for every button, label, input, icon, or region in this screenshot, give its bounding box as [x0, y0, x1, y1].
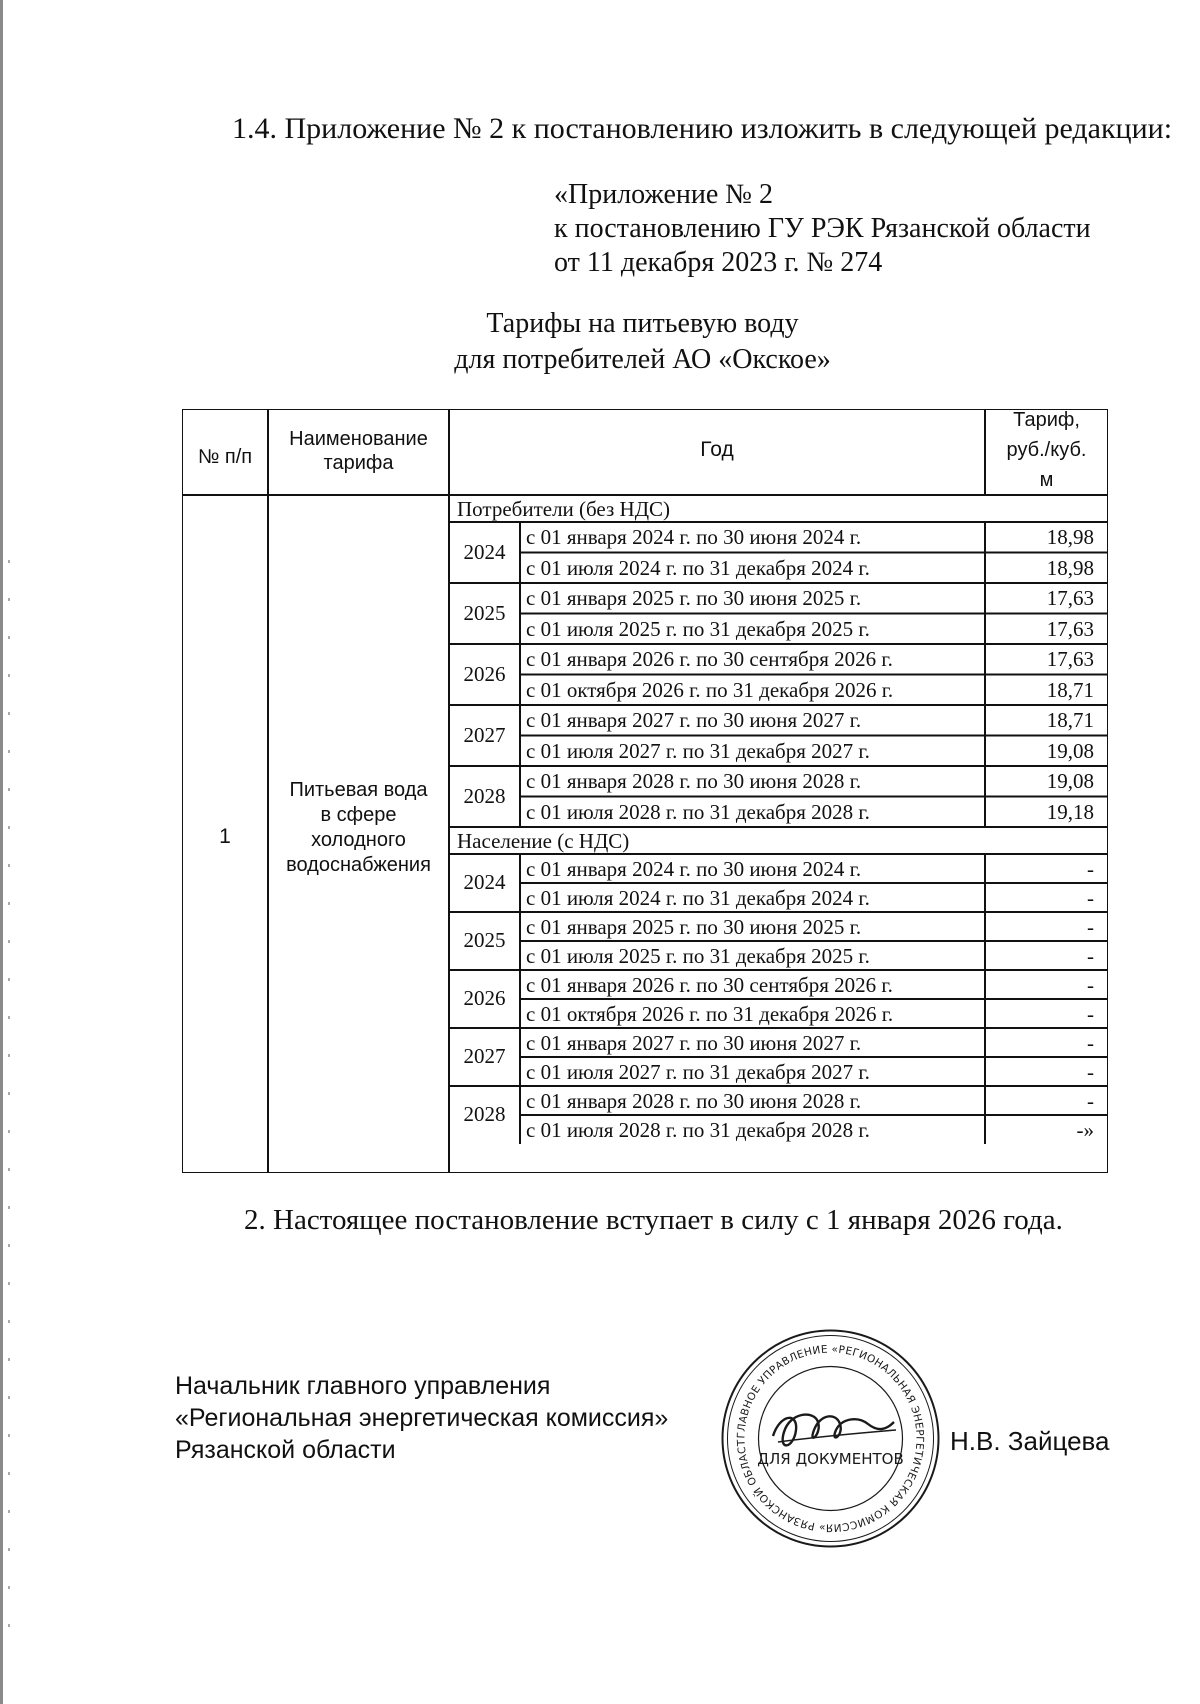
signer-name: Н.В. Зайцева	[950, 1426, 1110, 1456]
period-cell: с 01 января 2028 г. по 30 июня 2028 г.	[526, 1089, 862, 1113]
period-cell: с 01 января 2027 г. по 30 июня 2027 г.	[526, 1031, 862, 1055]
official-stamp	[718, 1326, 943, 1551]
tariff-name	[268, 778, 449, 878]
header-tariff	[985, 405, 1108, 495]
tariff-table	[182, 409, 1108, 1173]
tariff-value: 19,18	[1046, 799, 1094, 824]
header-number: № п/п	[197, 446, 253, 468]
tariff-value: 18,98	[1046, 555, 1094, 580]
year-label: 2026	[463, 986, 506, 1010]
tariff-value: 17,63	[1046, 647, 1094, 671]
signature-position-l3: Рязанской области	[175, 1436, 396, 1464]
period-cell: с 01 января 2026 г. по 30 сентября 2026 г.	[526, 973, 893, 997]
year-label: 2027	[463, 1044, 506, 1068]
stamp-seal-icon	[718, 1326, 943, 1551]
year-label: 2027	[463, 722, 506, 747]
group-title: Население (с НДС)	[457, 829, 630, 853]
tariff-value: 17,63	[1046, 586, 1094, 610]
period-cell: с 01 июля 2024 г. по 31 декабря 2024 г.	[526, 886, 870, 910]
stamp-ring-text: ГЛАВНОЕ УПРАВЛЕНИЕ «РЕГИОНАЛЬНАЯ ЭНЕРГЕТИЧЕСКАЯ КОМИССИЯ» РЯЗАНСКОЙ ОБЛАСТ	[735, 1343, 926, 1534]
appendix-line-3: от 11 декабря 2023 г. № 274	[554, 247, 883, 278]
year-label: 2025	[463, 600, 506, 625]
period-cell: с 01 июля 2027 г. по 31 декабря 2027 г.	[526, 1060, 870, 1084]
period-cell: с 01 июля 2028 г. по 31 декабря 2028 г.	[526, 799, 870, 824]
header-tariff-name-l2: тарифа	[323, 452, 394, 474]
period-cell: с 01 июля 2025 г. по 31 декабря 2025 г.	[526, 616, 870, 641]
signature-position-l2: «Региональная энергетическая комиссия»	[175, 1404, 669, 1432]
header-tariff-name	[268, 427, 449, 475]
tariff-value: -»	[1076, 1118, 1094, 1142]
tariff-value: 18,71	[1046, 677, 1094, 702]
tariff-value: 17,63	[1046, 616, 1094, 641]
appendix-line-1: «Приложение № 2	[554, 179, 773, 210]
table-title-line-1: Тарифы на питьевую воду	[486, 308, 799, 339]
header-tariff-l1: Тариф,	[1013, 409, 1080, 431]
amendment-intro: 1.4. Приложение № 2 к постановлению изложить в следующей редакции:	[232, 112, 1173, 145]
scan-margin-edge	[0, 0, 3, 1704]
table-title	[0, 306, 1200, 378]
tariff-name-l2: в сфере	[320, 804, 397, 826]
signature-position	[175, 1370, 668, 1466]
tariff-value: -	[1087, 1002, 1094, 1026]
tariff-name-l3: холодного	[311, 829, 406, 851]
header-tariff-l2: руб./куб.	[1006, 439, 1087, 461]
period-cell: с 01 октября 2026 г. по 31 декабря 2026 г.	[526, 1002, 894, 1026]
tariff-value: -	[1087, 1031, 1094, 1055]
year-label: 2028	[463, 783, 506, 808]
year-label: 2026	[463, 661, 506, 686]
group-title: Потребители (без НДС)	[457, 497, 671, 521]
header-tariff-name-l1: Наименование	[289, 428, 428, 450]
period-cell: с 01 июля 2024 г. по 31 декабря 2024 г.	[526, 555, 870, 580]
period-cell: с 01 января 2028 г. по 30 июня 2028 г.	[526, 769, 862, 793]
scan-margin-marks	[8, 560, 10, 1660]
period-cell: с 01 января 2026 г. по 30 сентября 2026 г.	[526, 647, 893, 671]
tariff-value: -	[1087, 886, 1094, 910]
period-cell: с 01 января 2025 г. по 30 июня 2025 г.	[526, 586, 862, 610]
period-cell: с 01 июля 2027 г. по 31 декабря 2027 г.	[526, 738, 870, 763]
stamp-center-text: ДЛЯ ДОКУМЕНТОВ	[757, 1450, 904, 1468]
tariff-name-l1: Питьевая вода	[289, 779, 428, 801]
tariff-value: -	[1087, 1089, 1094, 1113]
year-label: 2024	[463, 539, 506, 564]
year-label: 2025	[463, 928, 506, 952]
row-number: 1	[219, 825, 231, 848]
period-cell: с 01 октября 2026 г. по 31 декабря 2026 г.	[526, 677, 894, 702]
tariff-value: 19,08	[1046, 769, 1094, 793]
table-title-line-2: для потребителей АО «Окское»	[454, 344, 831, 375]
tariff-value: -	[1087, 857, 1094, 881]
period-cell: с 01 июля 2025 г. по 31 декабря 2025 г.	[526, 944, 870, 968]
paragraph-2: 2. Настоящее постановление вступает в силу с 1 января 2026 года.	[244, 1204, 1063, 1236]
period-cell: с 01 января 2024 г. по 30 июня 2024 г.	[526, 525, 862, 549]
tariff-value: -	[1087, 944, 1094, 968]
tariff-value: 19,08	[1046, 738, 1094, 763]
header-year: Год	[700, 438, 734, 461]
appendix-line-2: к постановлению ГУ РЭК Рязанской области	[554, 213, 1091, 244]
tariff-value: -	[1087, 915, 1094, 939]
year-label: 2028	[463, 1102, 506, 1126]
period-cell: с 01 января 2027 г. по 30 июня 2027 г.	[526, 708, 862, 732]
period-cell: с 01 июля 2028 г. по 31 декабря 2028 г.	[526, 1118, 870, 1142]
period-cell: с 01 января 2025 г. по 30 июня 2025 г.	[526, 915, 862, 939]
tariff-value: 18,71	[1046, 708, 1094, 732]
signature-position-l1: Начальник главного управления	[175, 1372, 551, 1400]
year-label: 2024	[463, 870, 506, 894]
header-tariff-l3: м	[1039, 469, 1054, 491]
period-cell: с 01 января 2024 г. по 30 июня 2024 г.	[526, 857, 862, 881]
tariff-value: 18,98	[1046, 525, 1094, 549]
tariff-name-l4: водоснабжения	[286, 854, 431, 876]
tariff-value: -	[1087, 973, 1094, 997]
appendix-reference	[554, 178, 1091, 280]
tariff-value: -	[1087, 1060, 1094, 1084]
